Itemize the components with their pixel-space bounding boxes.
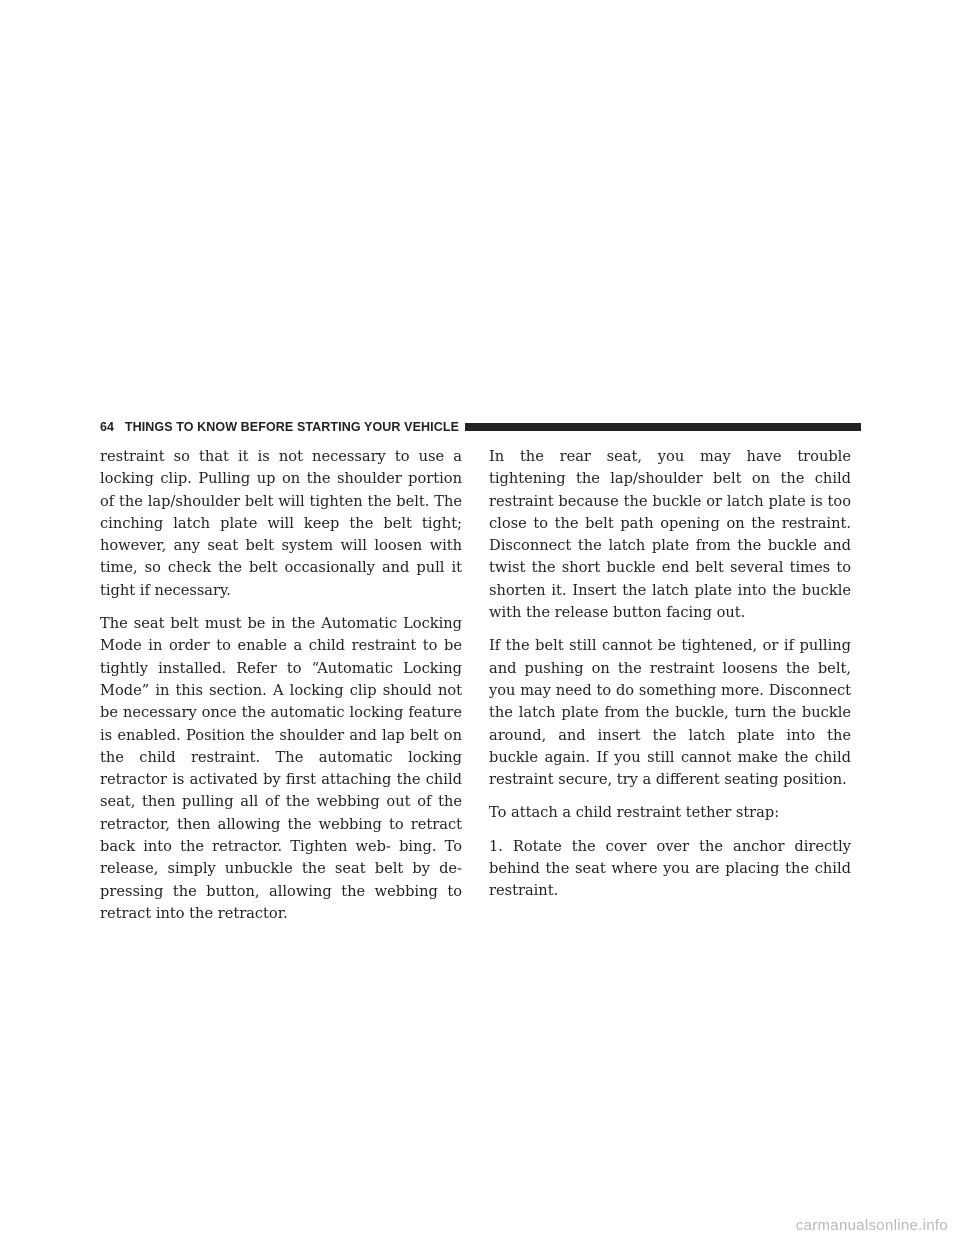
paragraph: The seat belt must be in the Automatic Locking Mode in order to enable a child restraint to be tightly installed. Refer to “Automatic Locking Mode” in this section. A locking clip should not be necessary once the automatic locking feature is enabled. Position the shoulder and lap belt on the child restraint. The automatic locking retractor is activated by first attaching the child seat, then pulling all of the webbing out of the retractor, then allowing the webbing to retract back into the retractor. Tighten web- bing. To release, simply unbuckle the seat belt by de- pressing the button, allowing the webbing to retract into the retractor. <box>100 615 462 922</box>
paragraph: To attach a child restraint tether strap: <box>489 804 780 822</box>
page-header <box>100 420 861 434</box>
right-column <box>489 446 851 914</box>
paragraph: If the belt still cannot be tightened, or if pulling and pushing on the restraint loosens the belt, you may need to do something more. Disconnect the latch plate from the buckle, turn the buckle around, and insert the latch plate into the buckle again. If you still cannot make the child restraint secure, try a different seating position. <box>489 637 851 789</box>
page-header-text <box>100 420 459 434</box>
left-column <box>100 446 462 936</box>
paragraph: restraint so that it is not necessary to use a locking clip. Pulling up on the shoulder portion of the lap/shoulder belt will tighten the belt. The cinching latch plate will keep the belt tight; however, any seat belt system will loosen with time, so check the belt occasionally and pull it tight if necessary. <box>100 448 462 599</box>
section-title: THINGS TO KNOW BEFORE STARTING YOUR VEHICLE <box>124 420 460 434</box>
header-rule <box>465 423 861 431</box>
paragraph: 1. Rotate the cover over the anchor directly behind the seat where you are placing the child restraint. <box>489 837 851 900</box>
watermark: carmanualsonline.info <box>795 1217 948 1234</box>
page-number: 64 <box>100 420 115 434</box>
paragraph: In the rear seat, you may have trouble tightening the lap/shoulder belt on the child restraint because the buckle or latch plate is too close to the belt path opening on the restraint. Disconnect the latch plate from the buckle and twist the short buckle end belt several times to shorten it. Insert the latch plate into the buckle with the release button facing out. <box>489 448 851 622</box>
